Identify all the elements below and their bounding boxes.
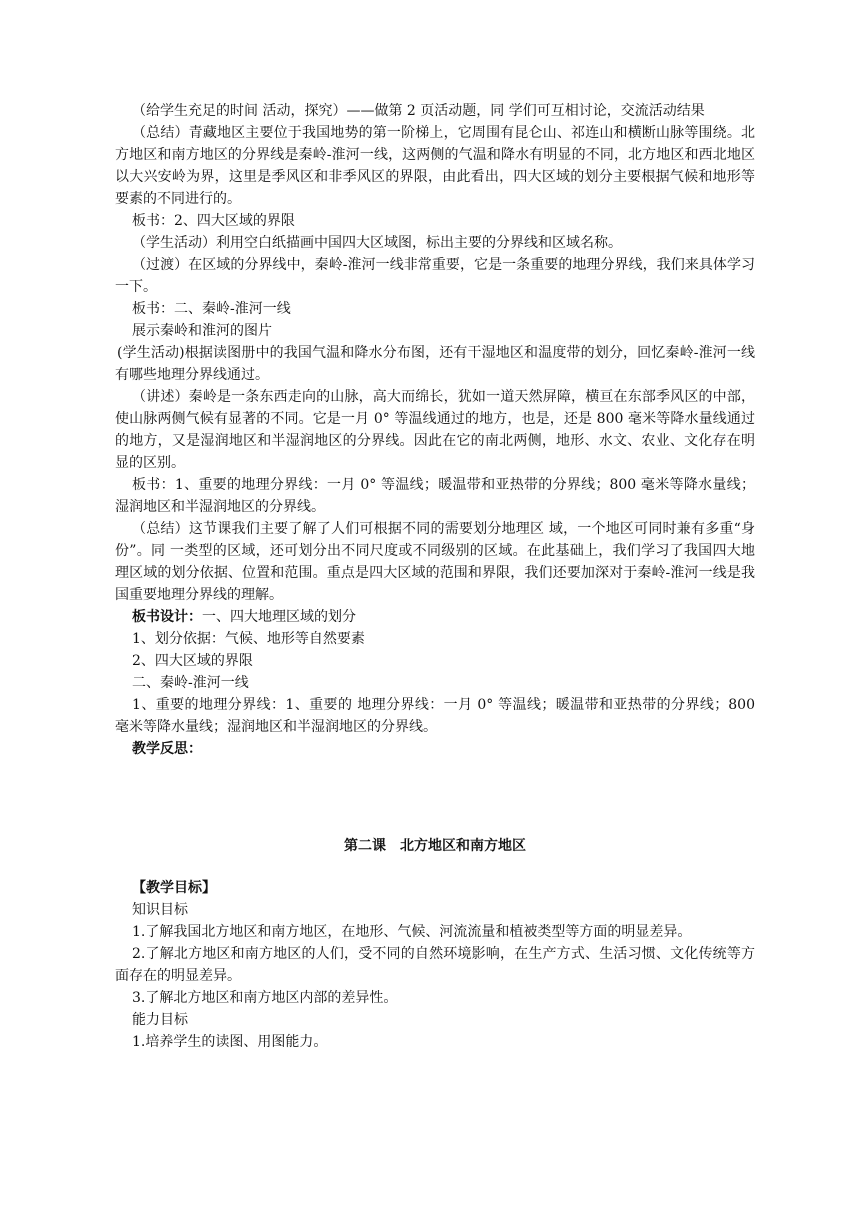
board-design-line (115, 606, 755, 628)
board-design-item: 1、重要的地理分界线：1、重要的 地理分界线：一月 0° 等温线；暖温带和亚热带的分界线；800 毫米等降水量线；湿润地区和半湿润地区的分界线。 (115, 697, 755, 735)
paragraph-lecture-qinling: （讲述）秦岭是一条东西走向的山脉，高大而绵长，犹如一道天然屏障，横亘在东部季风区的中部，使山脉两侧气候有显著的不同。它是一月 0° 等温线通过的地方，也是，还是 800 毫米等降水量线通过的地方，又是湿润地区和半湿润地区的分界线。因此在它的南北两侧，地形、水文、农业、文化存在明显的区别。 (115, 389, 755, 471)
reflection-label: 教学反思： (132, 741, 202, 757)
objectives-heading: 【教学目标】 (132, 880, 216, 896)
board-design-label: 板书设计： (132, 609, 202, 625)
paragraph-board-boundary-lines: 板书：1、重要的地理分界线：一月 0° 等温线；暖温带和亚热带的分界线；800 毫米等降水量线；湿润地区和半湿润地区的分界线。 (115, 477, 755, 515)
paragraph-activity-time: （给学生充足的时间 活动，探究）——做第 2 页活动题，同 学们可互相讨论，交流活动结果 (132, 103, 705, 119)
paragraph-student-activity-recall: (学生活动)根据读图册中的我国气温和降水分布图，还有干湿地区和温度带的划分，回忆秦岭-淮河一线有哪些地理分界线通过。 (115, 345, 755, 383)
ability-label: 能力目标 (132, 1012, 188, 1028)
board-design-item: 1、划分依据：气候、地形等自然要素 (132, 631, 365, 647)
paragraph-board-boundaries: 板书：2、四大区域的界限 (132, 213, 295, 229)
board-design-item: 2、四大区域的界限 (132, 653, 253, 669)
paragraph-student-activity-map: （学生活动）利用空白纸描画中国四大区域图，标出主要的分界线和区域名称。 (132, 235, 622, 251)
paragraph-board-qinling: 板书：二、秦岭-淮河一线 (132, 301, 291, 317)
board-design-first: 一、四大地理区域的划分 (202, 609, 356, 625)
document-page (115, 100, 755, 1053)
knowledge-item: 1.了解我国北方地区和南方地区，在地形、气候、河流流量和植被类型等方面的明显差异。 (132, 924, 692, 940)
board-design-item: 二、秦岭-淮河一线 (132, 675, 249, 691)
lesson-title: 第二课 北方地区和南方地区 (344, 838, 526, 854)
paragraph-summary-qingzang: （总结）青藏地区主要位于我国地势的第一阶梯上，它周围有昆仑山、祁连山和横断山脉等围绕。北方地区和南方地区的分界线是秦岭-淮河一线，这两侧的气温和降水有明显的不同，北方地区和西北地区以大兴安岭为界，这里是季风区和非季风区的界限，由此看出，四大区域的划分主要根据气候和地形等要素的不同进行的。 (115, 125, 755, 207)
paragraph-show-pictures: 展示秦岭和淮河的图片 (132, 323, 272, 339)
knowledge-item: 3.了解北方地区和南方地区内部的差异性。 (132, 990, 398, 1006)
knowledge-item: 2.了解北方地区和南方地区的人们，受不同的自然环境影响，在生产方式、生活习惯、文化传统等方面存在的明显差异。 (115, 946, 755, 984)
paragraph-lesson-summary: （总结）这节课我们主要了解了人们可根据不同的需要划分地理区 域，一个地区可同时兼有多重“身份”。同 一类型的区域，还可划分出不同尺度或不同级别的区域。在此基础上，我们学习了我国四大地理区域的划分依据、位置和范围。重点是四大区域的范围和界限，我们还要加深对于秦岭-淮河一线是我国重要地理分界线的理解。 (115, 521, 755, 603)
knowledge-label: 知识目标 (132, 902, 188, 918)
paragraph-transition: （过渡）在区域的分界线中，秦岭-淮河一线非常重要，它是一条重要的地理分界线，我们来具体学习一下。 (115, 257, 755, 295)
ability-item: 1.培养学生的读图、用图能力。 (132, 1034, 328, 1050)
